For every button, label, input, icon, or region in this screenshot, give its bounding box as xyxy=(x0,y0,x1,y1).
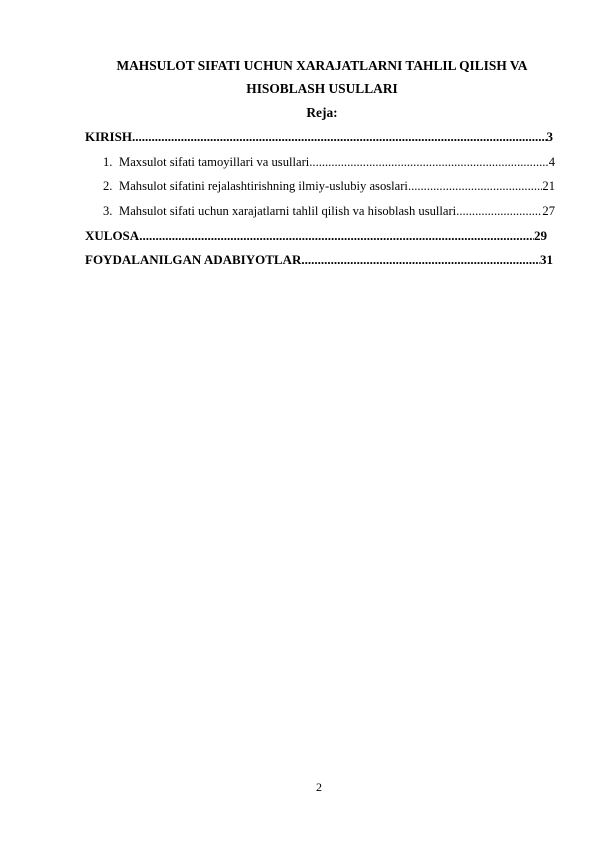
toc-entry-number: 2. xyxy=(103,179,113,193)
toc-entry-number: 1. xyxy=(103,155,113,169)
toc-page-number: 29 xyxy=(534,228,547,243)
document-title-line-2: HISOBLASH USULLARI xyxy=(246,81,398,96)
toc-dot-leader xyxy=(408,178,542,194)
toc-page-number: 3 xyxy=(546,129,553,144)
toc-page-number: 27 xyxy=(542,204,555,218)
toc-entry-number: 3. xyxy=(103,204,113,218)
toc-entry-section-2[interactable] xyxy=(103,178,555,194)
toc-page-number: 31 xyxy=(540,252,553,267)
toc-page-number: 21 xyxy=(542,179,555,193)
toc-dot-leader xyxy=(132,129,547,145)
toc-entry-text: Maxsulot sifati tamoyillari va usullari xyxy=(119,155,310,169)
toc-entry-section-1[interactable] xyxy=(103,154,555,170)
toc-entry-text: FOYDALANILGAN ADABIYOTLAR xyxy=(85,252,302,267)
toc-entry-text: Mahsulot sifatini rejalashtirishning ilmiy-uslubiy asoslari xyxy=(119,179,408,193)
toc-entry-kirish[interactable] xyxy=(85,129,553,145)
toc-dot-leader xyxy=(139,228,534,244)
toc-dot-leader xyxy=(301,252,540,268)
toc-entry-xulosa[interactable] xyxy=(85,228,547,244)
toc-entry-text: Mahsulot sifati uchun xarajatlarni tahlil qilish va hisoblash usullari xyxy=(119,204,457,218)
toc-entry-text: XULOSA xyxy=(85,228,140,243)
toc-dot-leader xyxy=(309,154,548,170)
toc-entry-section-3[interactable] xyxy=(103,203,555,219)
page-number: 2 xyxy=(316,780,322,794)
toc-dot-leader xyxy=(456,203,542,219)
document-title-line-1: MAHSULOT SIFATI UCHUN XARAJATLARNI TAHLIL QILISH VA xyxy=(116,58,528,73)
toc-entry-foydalanilgan-adabiyotlar[interactable] xyxy=(85,252,553,268)
toc-page-number: 4 xyxy=(548,155,555,169)
plan-heading: Reja: xyxy=(306,105,338,120)
toc-entry-text: KIRISH xyxy=(85,129,132,144)
